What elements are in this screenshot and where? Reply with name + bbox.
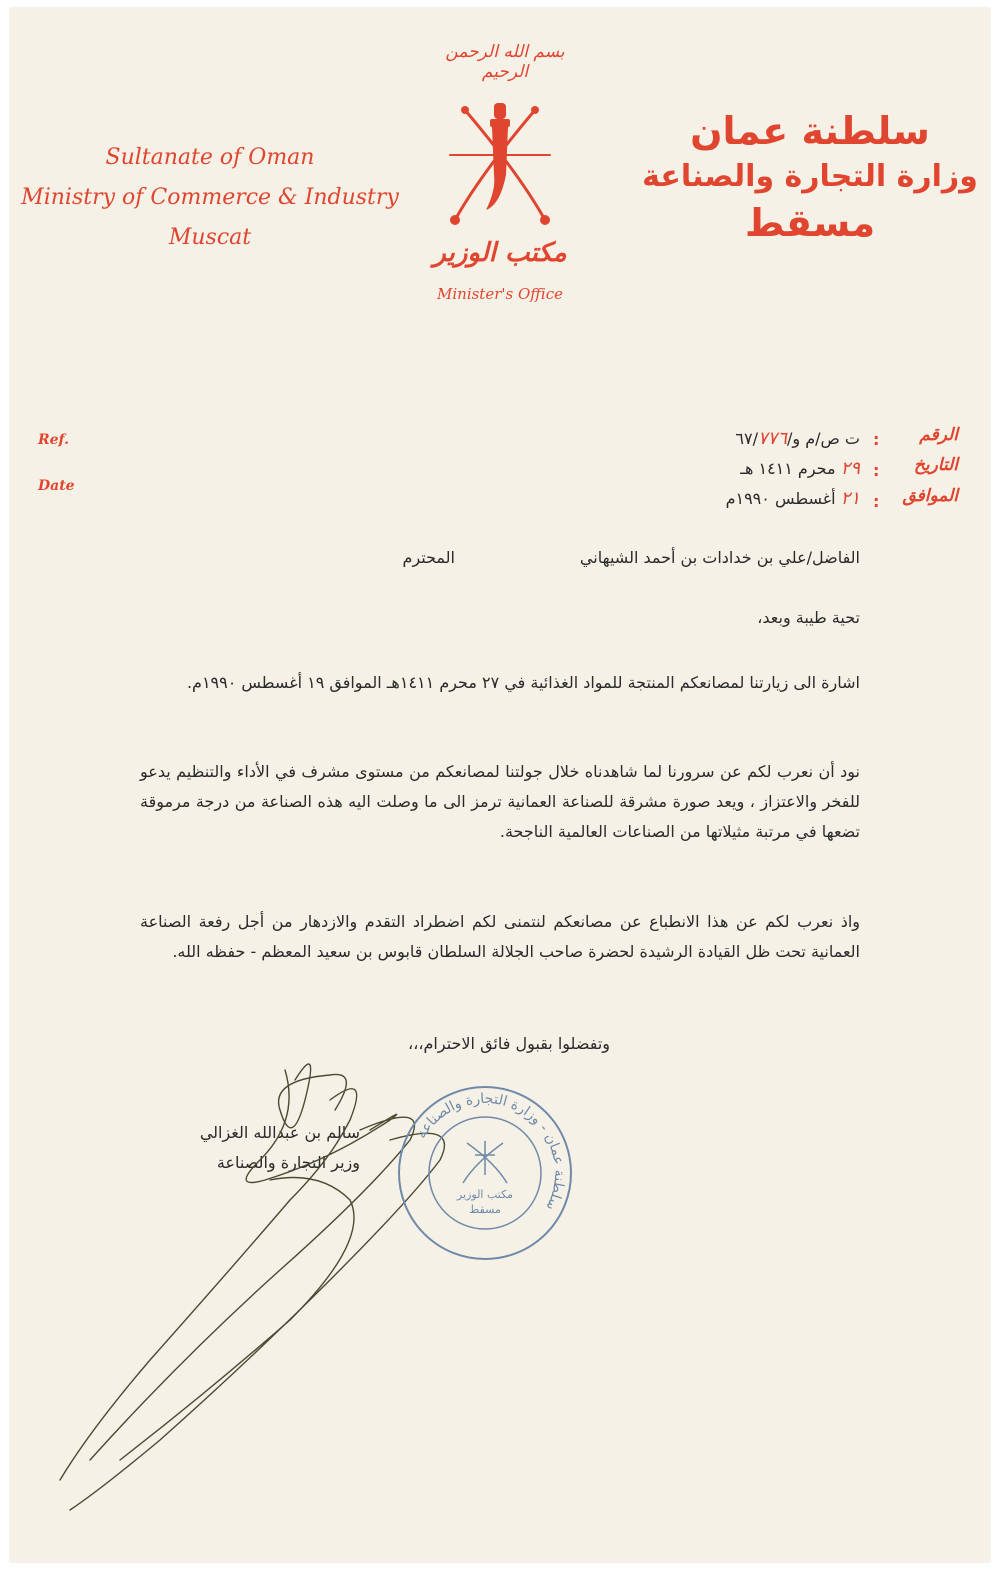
ref-colon: : bbox=[873, 430, 880, 449]
closing: وتفضلوا بقبول فائق الاحترام،،، bbox=[408, 1034, 610, 1053]
hijri-day-handwritten: ٢٩ bbox=[840, 458, 860, 479]
corresponding-label-ar: الموافق bbox=[902, 486, 958, 506]
letterhead-english bbox=[20, 138, 400, 258]
seal-ring-text: سلطنة عمان - وزارة التجارة والصناعة bbox=[413, 1090, 568, 1213]
ar-ministry: وزارة التجارة والصناعة bbox=[642, 159, 978, 194]
ref-value-row bbox=[735, 428, 860, 449]
hijri-date: محرم ١٤١١ هـ bbox=[740, 459, 836, 478]
en-city: Muscat bbox=[168, 225, 252, 250]
ar-sultanate: سلطنة عمان bbox=[690, 109, 930, 153]
seal-center-line1: مكتب الوزير bbox=[456, 1188, 514, 1201]
signatory-title: وزير التجارة والصناعة bbox=[216, 1153, 360, 1172]
body-paragraph-2: نود أن نعرب لكم عن سرورنا لما شاهدناه خلال جولتنا لمصانعكم من مستوى مشرف في الأداء والتنظيم يدعو للفخر والاعتزاز ، ويعد صورة مشرقة للصناعة العمانية ترمز الى ما وصلت اليه هذه الصناعة من درجة مرموقة تضعها في مرتبة مثيلاتها من الصناعات العالمية الناجحة. bbox=[140, 762, 860, 841]
body-paragraph-1: اشارة الى زيارتنا لمصانعكم المنتجة للمواد الغذائية في ٢٧ محرم ١٤١١هـ الموافق ١٩ أغسطس ١٩٩٠م. bbox=[186, 673, 860, 692]
hijri-date-row bbox=[740, 458, 860, 479]
en-sultanate: Sultanate of Oman bbox=[105, 145, 315, 170]
seal-center-line2: مسقط bbox=[469, 1203, 501, 1216]
signatory-name: سالم بن عبدالله الغزالي bbox=[199, 1123, 360, 1142]
gregorian-date-row bbox=[726, 488, 860, 509]
date-colon: : bbox=[873, 461, 880, 480]
seal-emblem-icon bbox=[463, 1141, 507, 1183]
greeting: تحية طيبة وبعد، bbox=[757, 608, 860, 627]
ar-city: مسقط bbox=[744, 201, 876, 245]
basmala: بسم الله الرحمن الرحيم bbox=[445, 42, 565, 82]
corresponding-colon: : bbox=[873, 492, 880, 511]
office-english: Minister's Office bbox=[437, 285, 563, 303]
en-ministry: Ministry of Commerce & Industry bbox=[21, 185, 399, 210]
body-paragraph-3: واذ نعرب لكم عن هذا الانطباع عن مصانعكم لنتمنى لكم اضطراد التقدم والازدهار من أجل رفعة الصناعة العمانية تحت ظل القيادة الرشيدة لحضرة صاحب الجلالة السلطان قابوس بن سعيد المعظم - حفظه الله. bbox=[140, 912, 860, 961]
ref-label-en: Ref. bbox=[38, 432, 69, 448]
addressee-honorific: المحترم bbox=[402, 548, 455, 567]
oman-emblem-icon bbox=[440, 95, 560, 230]
date-label-ar: التاريخ bbox=[913, 455, 958, 475]
letterhead-arabic bbox=[640, 108, 980, 246]
office-arabic: مكتب الوزير bbox=[433, 238, 567, 268]
date-label-en: Date bbox=[38, 478, 75, 494]
ref-value: ت ص/م و/٦٧/ bbox=[735, 429, 860, 448]
gregorian-day-handwritten: ٢١ bbox=[840, 488, 860, 509]
official-seal bbox=[395, 1083, 575, 1263]
gregorian-date: أغسطس ١٩٩٠م bbox=[725, 489, 836, 508]
ref-handwritten: ٧٧٦ bbox=[757, 428, 787, 449]
addressee-name: الفاضل/علي بن خدادات بن أحمد الشيهاني bbox=[579, 548, 860, 567]
ref-label-ar: الرقم bbox=[919, 425, 958, 445]
